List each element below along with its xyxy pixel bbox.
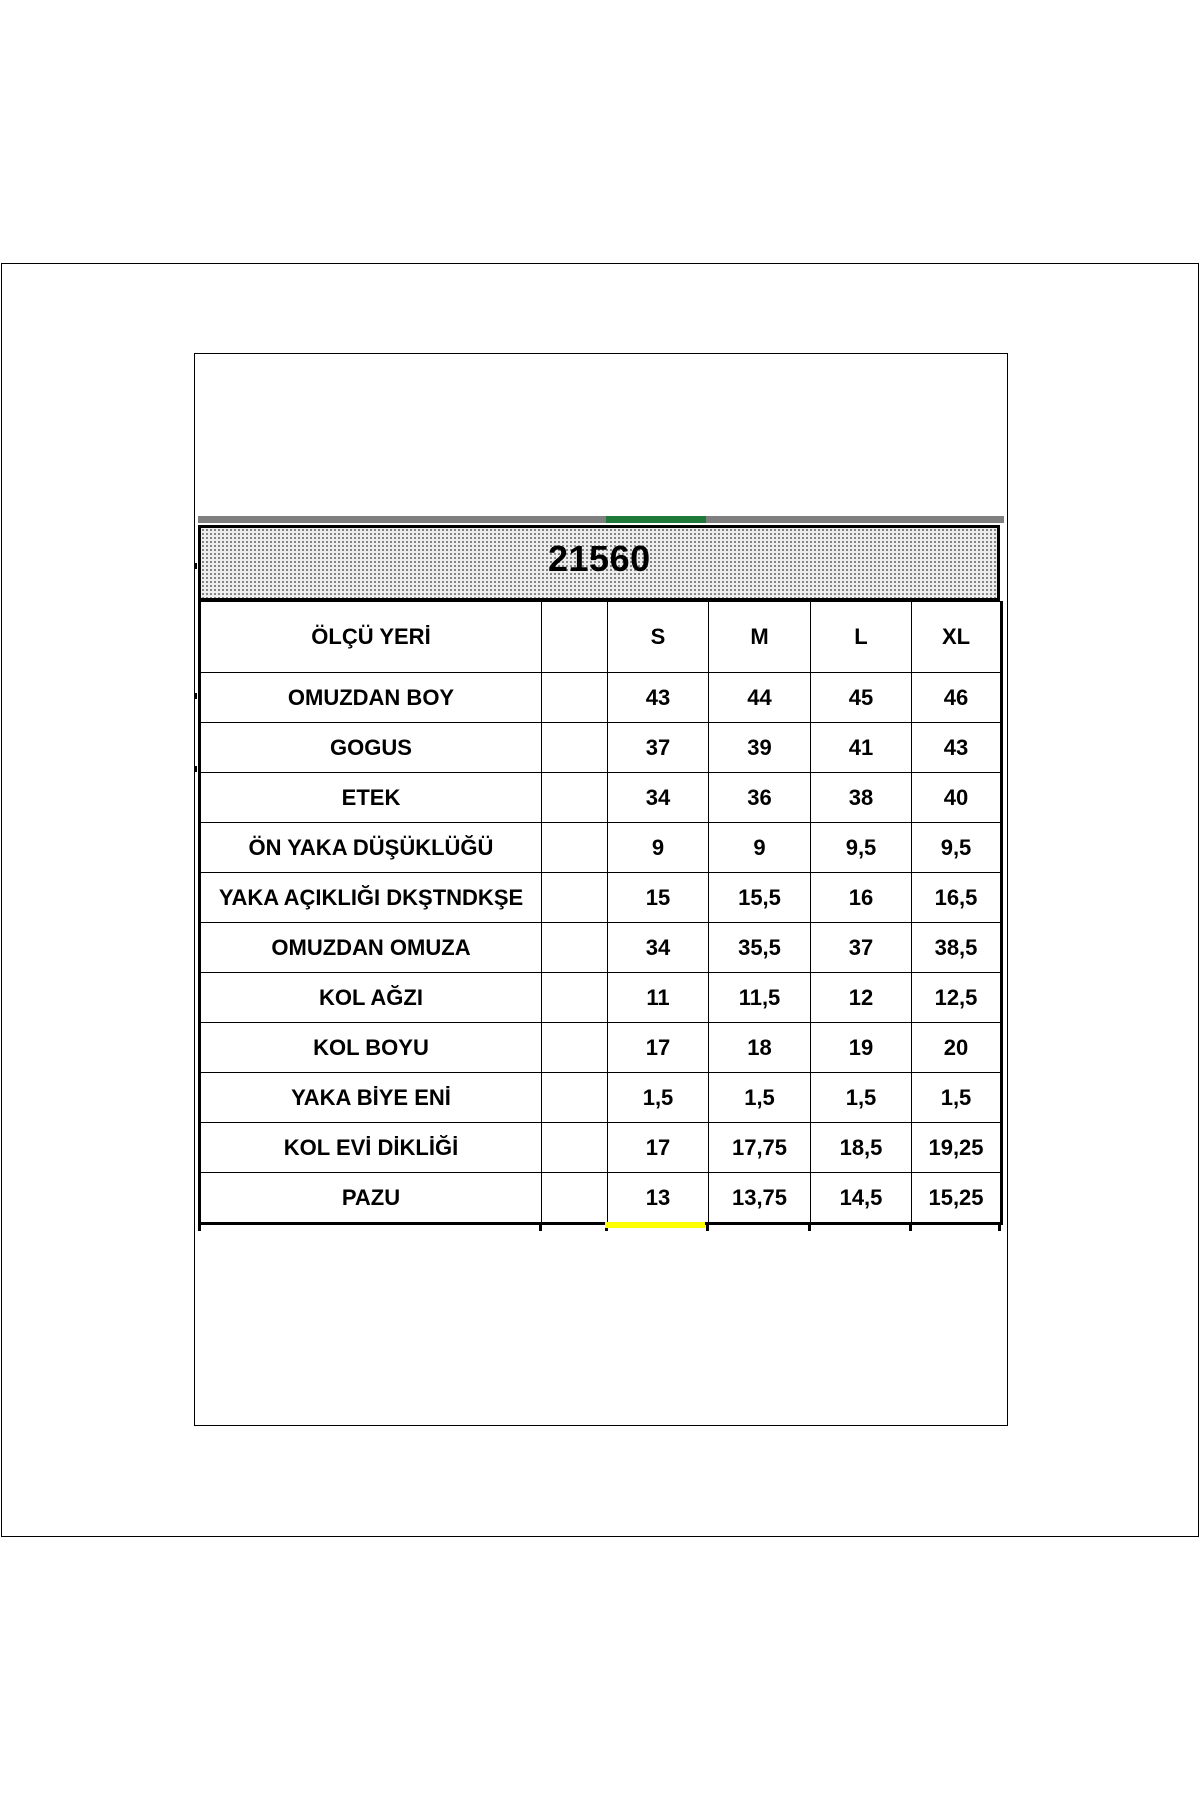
blank-cell	[542, 823, 608, 873]
measurement-label: KOL EVİ DİKLİĞİ	[200, 1123, 542, 1173]
value-xl: 19,25	[912, 1123, 1002, 1173]
blank-cell	[542, 1073, 608, 1123]
table-row	[200, 973, 1002, 1023]
value-m: 17,75	[709, 1123, 811, 1173]
size-chart-sheet	[198, 516, 1002, 1233]
value-m: 11,5	[709, 973, 811, 1023]
value-xl: 9,5	[912, 823, 1002, 873]
value-s: 43	[608, 673, 709, 723]
style-code-band	[198, 525, 1000, 601]
measurement-label: KOL AĞZI	[200, 973, 542, 1023]
value-l: 12	[811, 973, 912, 1023]
measurement-label: KOL BOYU	[200, 1023, 542, 1073]
table-row	[200, 1173, 1002, 1224]
top-strip	[198, 516, 1004, 523]
value-l: 37	[811, 923, 912, 973]
blank-cell	[542, 1173, 608, 1224]
value-m: 15,5	[709, 873, 811, 923]
value-l: 16	[811, 873, 912, 923]
value-s: 37	[608, 723, 709, 773]
value-s: 34	[608, 773, 709, 823]
value-l: 14,5	[811, 1173, 912, 1224]
measurement-label: ETEK	[200, 773, 542, 823]
value-m: 44	[709, 673, 811, 723]
value-s: 9	[608, 823, 709, 873]
size-table-body	[200, 602, 1002, 1224]
value-l: 9,5	[811, 823, 912, 873]
value-l: 18,5	[811, 1123, 912, 1173]
value-m: 9	[709, 823, 811, 873]
value-s: 17	[608, 1023, 709, 1073]
value-xl: 43	[912, 723, 1002, 773]
table-row	[200, 673, 1002, 723]
value-xl: 20	[912, 1023, 1002, 1073]
blank-cell	[542, 723, 608, 773]
table-row	[200, 1123, 1002, 1173]
measurement-label: GOGUS	[200, 723, 542, 773]
value-s: 11	[608, 973, 709, 1023]
value-l: 41	[811, 723, 912, 773]
value-xl: 12,5	[912, 973, 1002, 1023]
table-row	[200, 723, 1002, 773]
value-l: 19	[811, 1023, 912, 1073]
value-s: 17	[608, 1123, 709, 1173]
blank-cell	[542, 973, 608, 1023]
value-xl: 40	[912, 773, 1002, 823]
table-row	[200, 873, 1002, 923]
blank-cell	[542, 673, 608, 723]
header-row	[200, 602, 1002, 673]
value-s: 34	[608, 923, 709, 973]
value-l: 38	[811, 773, 912, 823]
blank-cell	[542, 873, 608, 923]
blank-cell	[542, 773, 608, 823]
value-m: 1,5	[709, 1073, 811, 1123]
value-xl: 38,5	[912, 923, 1002, 973]
top-strip-highlight	[606, 516, 706, 525]
value-m: 36	[709, 773, 811, 823]
measurement-label: OMUZDAN BOY	[200, 673, 542, 723]
measurement-label: YAKA BİYE ENİ	[200, 1073, 542, 1123]
value-m: 35,5	[709, 923, 811, 973]
measurement-label: OMUZDAN OMUZA	[200, 923, 542, 973]
value-s: 13	[608, 1173, 709, 1224]
header-size-s: S	[608, 602, 709, 673]
measurement-label: YAKA AÇIKLIĞI DKŞTNDKŞE	[200, 873, 542, 923]
header-size-xl: XL	[912, 602, 1002, 673]
yellow-highlight-mark	[605, 1222, 705, 1228]
blank-cell	[542, 1023, 608, 1073]
header-size-m: M	[709, 602, 811, 673]
measurement-label: ÖN YAKA DÜŞÜKLÜĞÜ	[200, 823, 542, 873]
measurement-label: PAZU	[200, 1173, 542, 1224]
value-l: 1,5	[811, 1073, 912, 1123]
table-row	[200, 823, 1002, 873]
table-row	[200, 1073, 1002, 1123]
table-row	[200, 773, 1002, 823]
value-xl: 16,5	[912, 873, 1002, 923]
value-m: 18	[709, 1023, 811, 1073]
value-m: 13,75	[709, 1173, 811, 1224]
value-l: 45	[811, 673, 912, 723]
footer-ticks	[198, 1222, 1004, 1232]
table-row	[200, 923, 1002, 973]
value-s: 1,5	[608, 1073, 709, 1123]
header-measurement: ÖLÇÜ YERİ	[200, 602, 542, 673]
value-xl: 1,5	[912, 1073, 1002, 1123]
value-xl: 15,25	[912, 1173, 1002, 1224]
header-blank	[542, 602, 608, 673]
size-table	[198, 601, 1003, 1225]
value-s: 15	[608, 873, 709, 923]
table-row	[200, 1023, 1002, 1073]
blank-cell	[542, 1123, 608, 1173]
blank-cell	[542, 923, 608, 973]
value-m: 39	[709, 723, 811, 773]
style-code: 21560	[548, 538, 651, 579]
value-xl: 46	[912, 673, 1002, 723]
header-size-l: L	[811, 602, 912, 673]
